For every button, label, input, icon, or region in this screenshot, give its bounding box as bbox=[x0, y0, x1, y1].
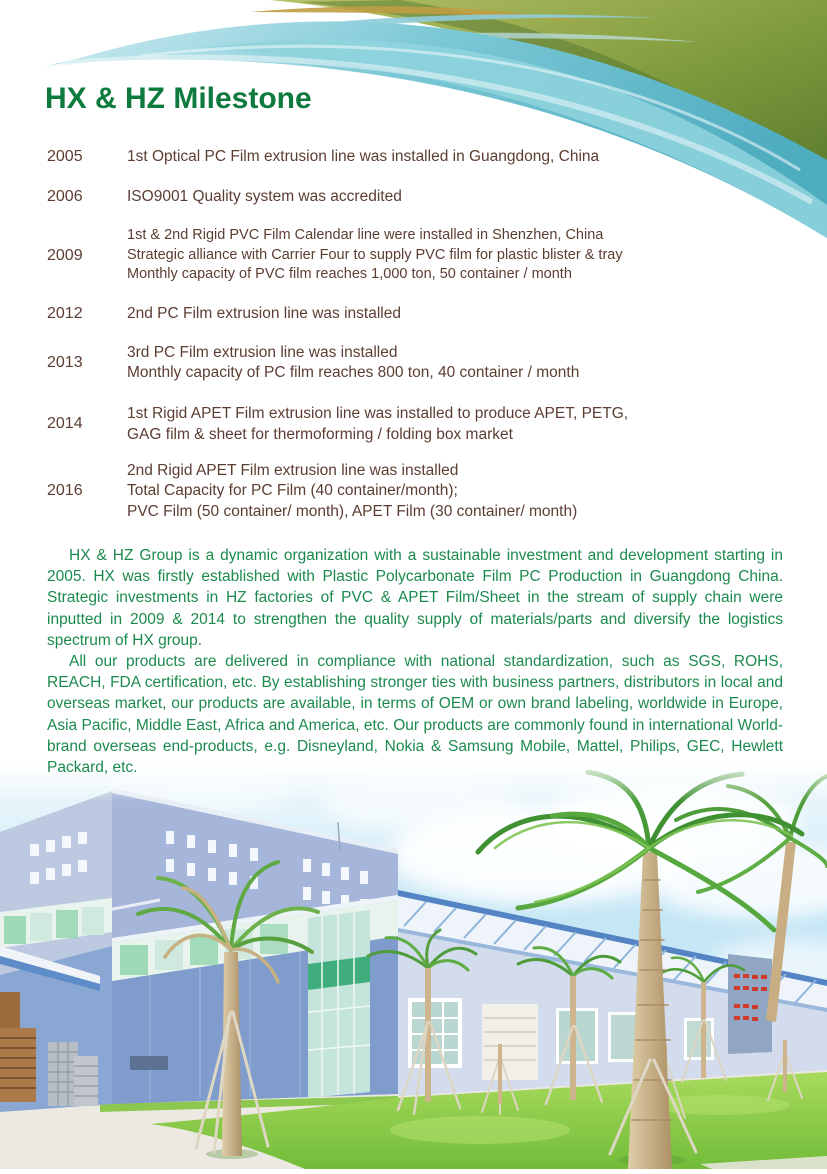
milestone-year: 2009 bbox=[47, 246, 83, 264]
milestone-row bbox=[47, 403, 792, 445]
milestone-line: 1st Optical PC Film extrusion line was installed in Guangdong, China bbox=[127, 148, 600, 165]
milestone-line: 1st & 2nd Rigid PVC Film Calendar line were installed in Shenzhen, China bbox=[127, 227, 604, 243]
milestone-line: 1st Rigid APET Film extrusion line was installed to produce APET, PETG, bbox=[127, 404, 629, 422]
milestone-row bbox=[47, 187, 792, 207]
milestone-timeline bbox=[47, 147, 792, 522]
milestone-line: 2nd PC Film extrusion line was installed bbox=[127, 304, 401, 322]
about-paragraph-1: HX & HZ Group is a dynamic organization with a sustainable investment and development starting in 2005. HX was firstly established with Plastic Polycarbonate Film PC Production in Guangdong China. Strategic investments in HZ factories of PVC & APET Film/Sheet in the stream of supply chain were inputted in 2009 & 2014 to strengthen the quality supply of materials/parts and diversify the logistics spectrum of HX group. bbox=[47, 547, 783, 649]
milestone-line: PVC Film (50 container/ month), APET Film (30 container/ month) bbox=[127, 502, 578, 520]
milestone-line: ISO9001 Quality system was accredited bbox=[127, 188, 402, 205]
company-description bbox=[47, 545, 783, 778]
page-title: HX & HZ Milestone bbox=[45, 82, 312, 115]
milestone-year: 2005 bbox=[47, 148, 83, 165]
milestone-line: Strategic alliance with Carrier Four to supply PVC film for plastic blister & tray bbox=[127, 246, 623, 263]
milestone-row bbox=[47, 304, 792, 324]
milestone-year: 2012 bbox=[47, 304, 83, 322]
milestone-row bbox=[47, 226, 792, 285]
milestone-year: 2016 bbox=[47, 482, 83, 499]
milestone-year: 2014 bbox=[47, 415, 83, 432]
milestone-line: Monthly capacity of PVC film reaches 1,000 ton, 50 container / month bbox=[127, 266, 572, 282]
milestone-row bbox=[47, 147, 792, 167]
milestone-row bbox=[47, 461, 792, 523]
milestone-year: 2006 bbox=[47, 188, 83, 205]
milestone-line: 3rd PC Film extrusion line was installed bbox=[127, 343, 398, 361]
milestone-row bbox=[47, 343, 792, 384]
milestone-year: 2013 bbox=[47, 353, 83, 371]
factory-photo bbox=[0, 760, 827, 1169]
about-paragraph-2: All our products are delivered in compliance with national standardization, such as SGS, ROHS, REACH, FDA certification, etc. By establishing stronger ties with business partners, distributors in local and overseas market, our products are available, in terms of OEM or own brand labeling, worldwide in Europe, Asia Pacific, Middle East, Africa and America, etc. Our products are commonly found in international World-brand overseas end-products, e.g. Disneyland, Nokia & Samsung Mobile, Mattel, Philips, GEC, Hewlett Packard, etc. bbox=[47, 653, 783, 777]
milestone-line: GAG film & sheet for thermoforming / folding box market bbox=[127, 425, 513, 443]
milestone-line: 2nd Rigid APET Film extrusion line was installed bbox=[127, 461, 459, 479]
milestone-line: Total Capacity for PC Film (40 container/month); bbox=[127, 482, 458, 499]
milestone-line: Monthly capacity of PC film reaches 800 ton, 40 container / month bbox=[127, 364, 580, 381]
